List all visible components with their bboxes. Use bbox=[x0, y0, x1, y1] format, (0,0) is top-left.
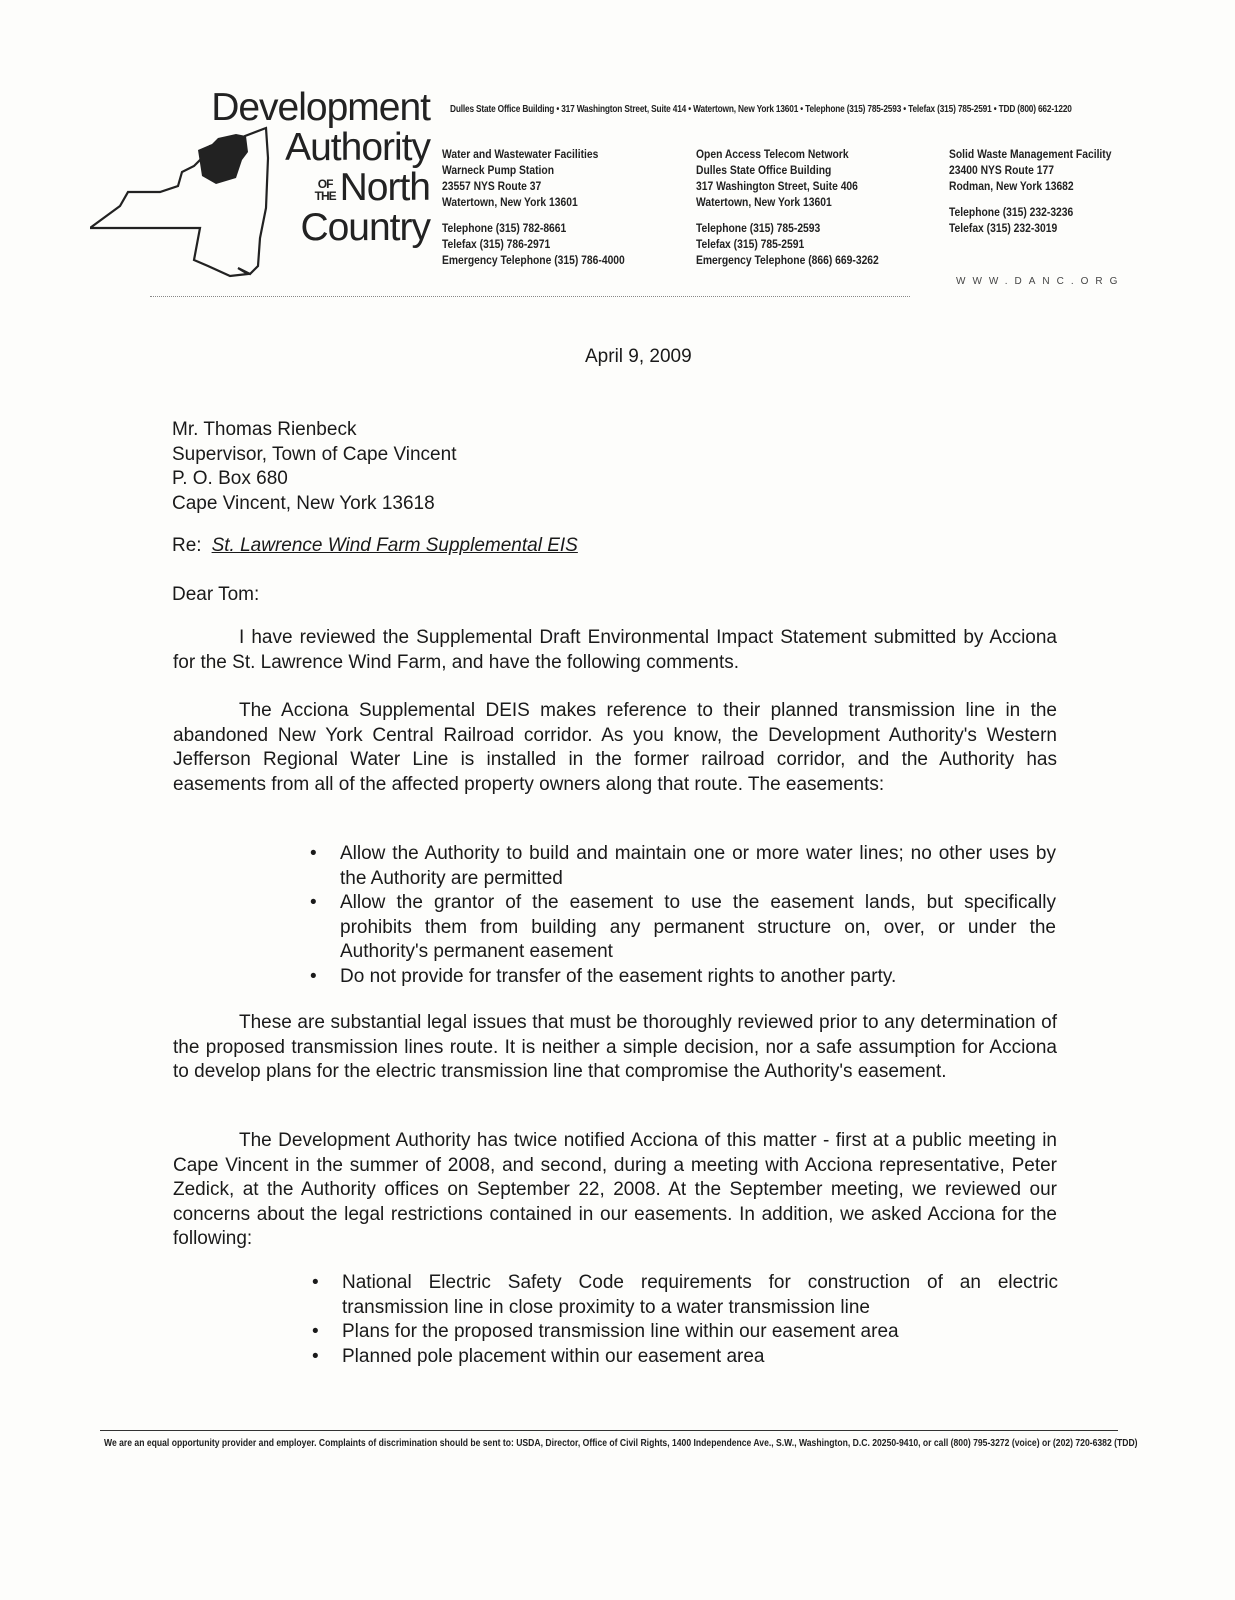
re-subject: St. Lawrence Wind Farm Supplemental EIS bbox=[211, 535, 578, 556]
letter-date: April 9, 2009 bbox=[585, 346, 692, 367]
office-line: Warneck Pump Station bbox=[442, 163, 555, 177]
office-telecom bbox=[696, 146, 879, 268]
office-line: 23557 NYS Route 37 bbox=[442, 179, 542, 193]
office-phone: Telephone (315) 785-2593 bbox=[696, 221, 821, 235]
office-line: Water and Wastewater Facilities bbox=[442, 147, 599, 161]
logo-line-north: North bbox=[339, 166, 430, 209]
list-item-text: Allow the grantor of the easement to use the easement lands, but specifically prohibits them from building any permanent structure on, over, or under the Authority's permanent easement bbox=[340, 892, 1056, 962]
logo-line-authority: Authority bbox=[285, 126, 430, 169]
website: WWW.DANC.ORG bbox=[956, 276, 1125, 287]
list-item bbox=[310, 965, 1056, 990]
bullet-icon: • bbox=[310, 892, 317, 913]
office-water bbox=[442, 146, 625, 268]
danc-logo bbox=[90, 88, 430, 288]
office-line: 23400 NYS Route 177 bbox=[949, 163, 1054, 177]
office-phone: Telephone (315) 232-3236 bbox=[949, 205, 1074, 219]
logo-line-development: Development bbox=[211, 86, 430, 129]
office-emergency: Emergency Telephone (866) 669-3262 bbox=[696, 253, 879, 267]
paragraph-1: I have reviewed the Supplemental Draft Environmental Impact Statement submitted by Acciona for the St. Lawrence Wind Farm, and have the following comments. bbox=[173, 627, 1057, 673]
office-fax: Telefax (315) 232-3019 bbox=[949, 221, 1058, 235]
paragraph-3: These are substantial legal issues that must be thoroughly reviewed prior to any determination of the proposed transmission lines route. It is neither a simple decision, nor a safe assumption for Acciona to develop plans for the electric transmission line that compromise the Authority's easement. bbox=[173, 1012, 1057, 1082]
office-emergency: Emergency Telephone (315) 786-4000 bbox=[442, 253, 625, 267]
list-item-text: National Electric Safety Code requirements for construction of an electric transmission line in close proximity to a water transmission line bbox=[342, 1272, 1058, 1318]
office-phone: Telephone (315) 782-8661 bbox=[442, 221, 567, 235]
list-item bbox=[310, 842, 1056, 891]
office-line: Rodman, New York 13682 bbox=[949, 179, 1074, 193]
recipient-line: Mr. Thomas Rienbeck bbox=[172, 419, 357, 440]
office-fax: Telefax (315) 786-2971 bbox=[442, 237, 551, 251]
office-line: Dulles State Office Building bbox=[696, 163, 832, 177]
office-line: Watertown, New York 13601 bbox=[696, 195, 832, 209]
bullet-icon: • bbox=[312, 1321, 319, 1342]
list-item bbox=[312, 1320, 1058, 1345]
logo-the: THE bbox=[314, 188, 336, 203]
request-bullets bbox=[312, 1271, 1058, 1369]
bullet-icon: • bbox=[312, 1345, 319, 1367]
subject-line bbox=[172, 535, 578, 557]
list-item bbox=[312, 1271, 1058, 1320]
bullet-icon: • bbox=[310, 843, 317, 864]
recipient-line: Supervisor, Town of Cape Vincent bbox=[172, 443, 457, 465]
list-item bbox=[312, 1345, 1058, 1370]
recipient-line: Cape Vincent, New York 13618 bbox=[172, 492, 435, 514]
footer-divider bbox=[100, 1430, 1118, 1431]
footer-notice: We are an equal opportunity provider and employer. Complaints of discrimination should be sent to: USDA, Director, Office of Civil Rights, 1400 Independence Ave., S.W., Washington, D.C. 20250-9410, or call (800) 795-3272 (voice) or (202) 720-6382 (TDD) bbox=[104, 1438, 1138, 1449]
office-line: 317 Washington Street, Suite 406 bbox=[696, 179, 858, 193]
paragraph-2: The Acciona Supplemental DEIS makes reference to their planned transmission line in the abandoned New York Central Railroad corridor. As you know, the Development Authority's Western Jefferson Regional Water Line is installed in the former railroad corridor, and the Authority has easements from all of the affected property owners along that route. The easements: bbox=[173, 700, 1057, 795]
logo-line-country: Country bbox=[300, 206, 430, 249]
list-item-text: Allow the Authority to build and maintain one or more water lines; no other uses by the Authority are permitted bbox=[340, 843, 1056, 889]
bullet-icon: • bbox=[312, 1272, 319, 1293]
letterhead-divider bbox=[150, 296, 910, 297]
office-fax: Telefax (315) 785-2591 bbox=[696, 237, 805, 251]
office-line: Watertown, New York 13601 bbox=[442, 195, 578, 209]
bullet-icon: • bbox=[310, 965, 317, 987]
list-item bbox=[310, 891, 1056, 965]
letterhead-contact-line: Dulles State Office Building • 317 Washington Street, Suite 414 • Watertown, New York 13601 • Telephone (315) 785-2593 • Telefax (315) 785-2591 • TDD (800) 662-1220 bbox=[450, 104, 1072, 115]
office-line: Open Access Telecom Network bbox=[696, 147, 849, 161]
recipient-line: P. O. Box 680 bbox=[172, 468, 288, 489]
re-label: Re: bbox=[172, 535, 202, 556]
logo-of: OF bbox=[317, 176, 333, 191]
list-item-text: Plans for the proposed transmission line within our easement area bbox=[342, 1321, 899, 1342]
salutation: Dear Tom: bbox=[172, 584, 260, 605]
list-item-text: Planned pole placement within our easement area bbox=[342, 1345, 765, 1367]
office-line: Solid Waste Management Facility bbox=[949, 147, 1112, 161]
list-item-text: Do not provide for transfer of the easement rights to another party. bbox=[340, 965, 897, 987]
logo-wordmark bbox=[211, 88, 430, 248]
office-solid-waste bbox=[949, 146, 1111, 236]
easement-bullets bbox=[310, 842, 1056, 989]
recipient-address bbox=[172, 418, 456, 516]
paragraph-4: The Development Authority has twice notified Acciona of this matter - first at a public meeting in Cape Vincent in the summer of 2008, and second, during a meeting with Acciona representative, Peter Zedick, at the Authority offices on September 22, 2008. At the September meeting, we reviewed our concerns about the legal restrictions contained in our easements. In addition, we asked Acciona for the following: bbox=[173, 1130, 1057, 1249]
